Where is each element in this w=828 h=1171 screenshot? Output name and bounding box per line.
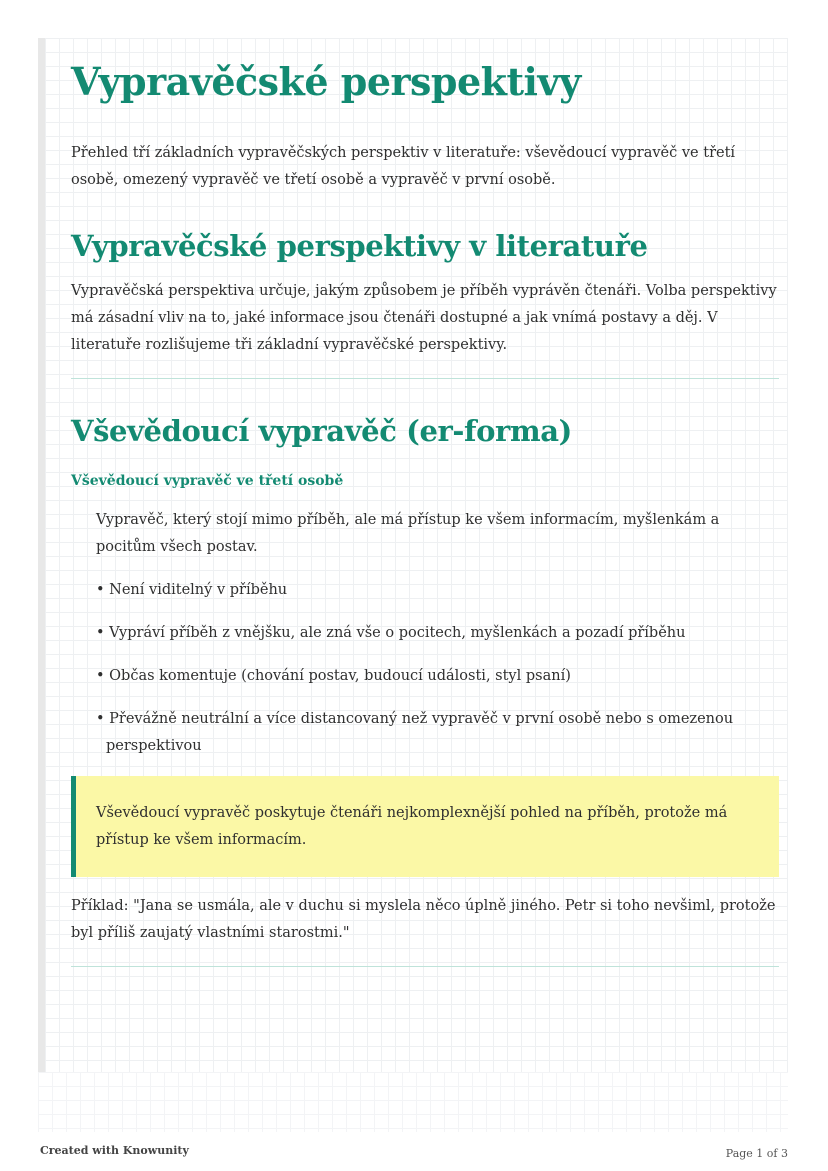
page-title: Vypravěčské perspektivy <box>71 59 581 104</box>
list-item: • Převážně neutrální a více distancovaný než vypravěč v první osobě nebo s omezenou perspektivou <box>96 711 734 754</box>
page-content <box>71 58 779 967</box>
intro-paragraph: Přehled tří základních vypravěčských perspektiv v literatuře: vševědoucí vypravěč ve třetí osobě, omezený vypravěč ve třetí osobě a vypravěč v první osobě. <box>71 145 736 188</box>
example-paragraph: Příklad: "Jana se usmála, ale v duchu si myslela něco úplně jiného. Petr si toho nevšiml, protože byl příliš zaujatý vlastními starostmi." <box>71 898 776 941</box>
section-paragraph-perspectives: Vypravěčská perspektiva určuje, jakým způsobem je příběh vyprávěn čtenáři. Volba perspektivy má zásadní vliv na to, jaké informace jsou čtenáři dostupné a jak vnímá postavy a děj. V literatuře rozlišujeme tři základní vypravěčské perspektivy. <box>71 283 777 353</box>
list-item: • Není viditelný v příběhu <box>96 582 288 598</box>
section-heading-omniscient: Vševědoucí vypravěč (er-forma) <box>71 414 572 448</box>
document-page <box>38 38 788 1072</box>
list-item: • Vypráví příběh z vnějšku, ale zná vše o pocitech, myšlenkách a pozadí příběhu <box>96 625 686 641</box>
footer-brand: Created with Knowunity <box>40 1144 189 1157</box>
section-divider <box>71 378 779 379</box>
page-number: Page 1 of 3 <box>725 1147 788 1160</box>
feature-list <box>96 577 779 760</box>
section-heading-perspectives: Vypravěčské perspektivy v literatuře <box>71 229 648 263</box>
page-margin-grid <box>38 1072 788 1132</box>
list-item: • Občas komentuje (chování postav, budoucí události, styl psaní) <box>96 668 571 684</box>
section-divider <box>71 966 779 967</box>
definition-paragraph: Vypravěč, který stojí mimo příběh, ale má přístup ke všem informacím, myšlenkám a pocitům všech postav. <box>96 512 720 555</box>
highlight-callout: Vševědoucí vypravěč poskytuje čtenáři nejkomplexnější pohled na příběh, protože má přístup ke všem informacím. <box>71 776 779 877</box>
subheading-omniscient: Vševědoucí vypravěč ve třetí osobě <box>71 473 344 489</box>
